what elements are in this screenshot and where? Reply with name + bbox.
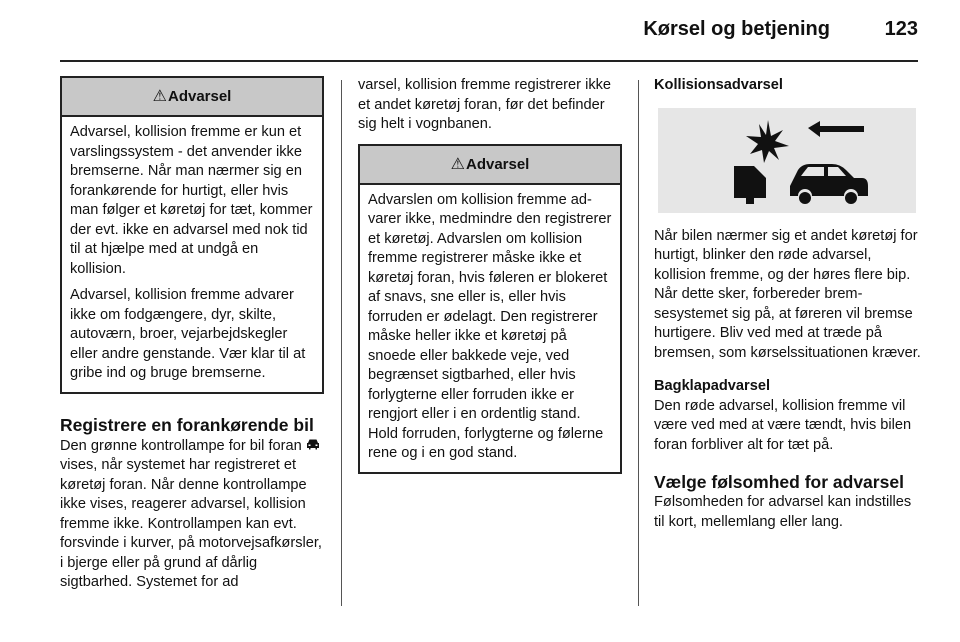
warning-box bbox=[60, 76, 324, 394]
warning-header bbox=[360, 146, 620, 185]
warning-triangle-icon: ⚠ bbox=[152, 88, 167, 105]
image-heading: Kollisionsadvarsel bbox=[654, 77, 783, 93]
column-1 bbox=[60, 76, 324, 593]
warning-paragraph: Advarsel, kollision fremme er kun et varslingssystem - det anvender ikke bremserne. Når man nærmer sig en forankørende for hurtigt, eller hvis man følger et køretøj for tæt, kommer der evt. ikke en advarsel med nok tid til at hjælpe med at undgå en kollision. bbox=[70, 124, 313, 277]
header-title: Kørsel og betjening bbox=[643, 18, 830, 40]
intro-paragraph: varsel, kollision fremme registrerer ikke et andet køretøj foran, før det befinder sig helt i vognbanen. bbox=[358, 77, 612, 132]
warning-title: Advarsel bbox=[465, 155, 530, 173]
column-divider-1 bbox=[341, 80, 342, 606]
warning-header bbox=[62, 78, 322, 117]
column-divider-2 bbox=[638, 80, 639, 606]
warning-triangle-icon: ⚠ bbox=[450, 155, 465, 173]
column-3 bbox=[654, 76, 922, 532]
column-2 bbox=[358, 76, 622, 474]
page-number: 123 bbox=[884, 18, 918, 40]
section-heading: Vælge følsomhed for advarsel bbox=[654, 472, 904, 492]
body-paragraph: Den røde advarsel, kollision fremme vil være ved med at være tændt, hvis bilen foran forbliver alt for tæt på. bbox=[654, 397, 912, 453]
warning-box bbox=[358, 144, 622, 474]
body-paragraph: Følsomheden for advarsel kan indstilles til kort, mellemlang eller lang. bbox=[654, 494, 912, 530]
section-paragraph bbox=[60, 436, 324, 593]
section-text-start: Den grønne kontrollampe for bil foran bbox=[60, 437, 302, 454]
warning-body bbox=[62, 117, 322, 392]
car-front-icon bbox=[306, 438, 320, 453]
section-text-end: vises, når systemet har registreret et køretøj foran. Når denne kontrollampe ikke vises, reagerer advarsel, kollision fremme ikke. Kontrollampen kan evt. forsvinde i kurver, på motorvejsafkørsler, i bjerge eller på grund af dårlig sigtbarhed. Systemet for ad bbox=[60, 457, 322, 590]
warning-paragraph: Advarslen om kollision fremme advarer ikke, medmindre den registrerer et køretøj. Advarslen om kollision fremme registrerer måske ikke et køretøj foran, hvis føleren er blokeret af snavs, sne eller is, eller hvis forruden er ødelagt. Den registrerer måske heller ikke et køretøj på snoede eller bakkede veje, ved begrænset sigtbarhed, eller hvis forlygterne eller forruden ikke er rengjort eller i en ordentlig stand. Hold forruden, forlygterne og følerne rene og i en god stand. bbox=[368, 191, 612, 461]
header-rule bbox=[60, 60, 918, 62]
collision-warning-symbol-icon bbox=[658, 108, 916, 213]
section-heading: Registrere en forankørende bil bbox=[60, 414, 314, 435]
collision-warning-image bbox=[658, 108, 916, 213]
body-paragraph: Når bilen nærmer sig et andet køretøj for hurtigt, blinker den røde advarsel, kollision fremme, og der høres flere bip. Når dette sker, forbereder bremsesystemet sig på, at føreren vil bremse hurtigere. Bliv ved med at træde på bremsen, som kørselssituationen kræver. bbox=[654, 227, 921, 361]
warning-title: Advarsel bbox=[167, 88, 232, 105]
warning-body bbox=[360, 185, 620, 472]
subheading: Bagklapadvarsel bbox=[654, 378, 771, 394]
warning-paragraph: Advarsel, kollision fremme advarer ikke om fodgængere, dyr, skilte, autoværn, broer, vejarbejdskegler eller andre genstande. Vær klar til at gribe ind og bruge bremserne. bbox=[70, 287, 306, 381]
